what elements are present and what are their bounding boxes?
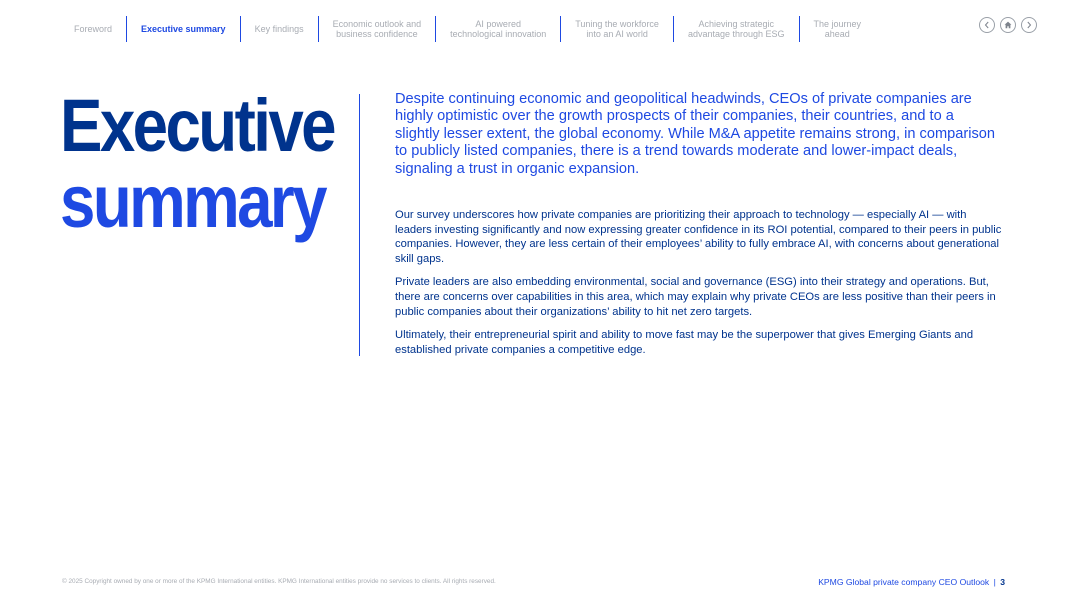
page-number: 3 (1000, 577, 1005, 587)
home-button[interactable] (1000, 17, 1016, 33)
lead-paragraph: Despite continuing economic and geopolitical headwinds, CEOs of private companies are highly optimistic over the growth prospects of their companies, their countries, and to a slightly lesser extent, the global economy. While M&A appetite remains strong, in comparison to publicly listed companies, there is a trend towards moderate and lower-impact deals, signaling a trust in organic expansion. (395, 91, 995, 177)
nav-tab-workforce[interactable]: Tuning the workforce into an AI world (561, 16, 674, 42)
body-paragraph: Ultimately, their entrepreneurial spirit and ability to move fast may be the superpower that gives Emerging Giants and established private companies a competitive edge. (395, 329, 974, 356)
page-title-line-1: Executive (60, 84, 334, 167)
publication-title: KPMG Global private company CEO Outlook (818, 577, 990, 587)
previous-page-button[interactable] (979, 17, 995, 33)
copyright-notice: © 2025 Copyright owned by one or more of the KPMG International entities. KPMG International entities provide no services to clients. All rights reserved. (62, 578, 496, 585)
body-paragraph: Private leaders are also embedding environmental, social and governance (ESG) into their strategy and operations. But, there are concerns over capabilities in this area, which may explain why private CEOs are less positive than their peers in public companies about their organizations’ ability to hit net zero targets. (395, 276, 996, 318)
page-title (60, 84, 334, 243)
body-text (395, 208, 1005, 366)
page-title-line-2: summary (60, 160, 325, 243)
nav-tab-executive-summary[interactable]: Executive summary (127, 16, 241, 42)
chevron-right-icon (1024, 20, 1034, 30)
footer-separator: | (993, 577, 996, 587)
top-navigation (60, 16, 960, 42)
nav-tab-economic-outlook[interactable]: Economic outlook and business confidence (319, 16, 437, 42)
next-page-button[interactable] (1021, 17, 1037, 33)
page-nav-buttons (979, 17, 1037, 33)
nav-tab-foreword[interactable]: Foreword (60, 16, 127, 42)
body-paragraph: Our survey underscores how private companies are prioritizing their approach to technology — especially AI — with leaders investing significantly and now expressing greater confidence in its ROI potential, compared to their peers in public companies. However, they are less certain of their employees’ ability to fully embrace AI, with concerns about generational skill gaps. (395, 209, 1002, 265)
nav-tab-key-findings[interactable]: Key findings (241, 16, 319, 42)
vertical-divider (359, 94, 360, 356)
footer-publication (818, 577, 1005, 587)
nav-tab-journey-ahead[interactable]: The journey ahead (813, 19, 862, 39)
chevron-left-icon (982, 20, 992, 30)
nav-tab-ai-innovation[interactable]: AI powered technological innovation (436, 16, 561, 42)
nav-tab-esg[interactable]: Achieving strategic advantage through ESG (674, 16, 800, 42)
home-icon (1003, 20, 1013, 30)
